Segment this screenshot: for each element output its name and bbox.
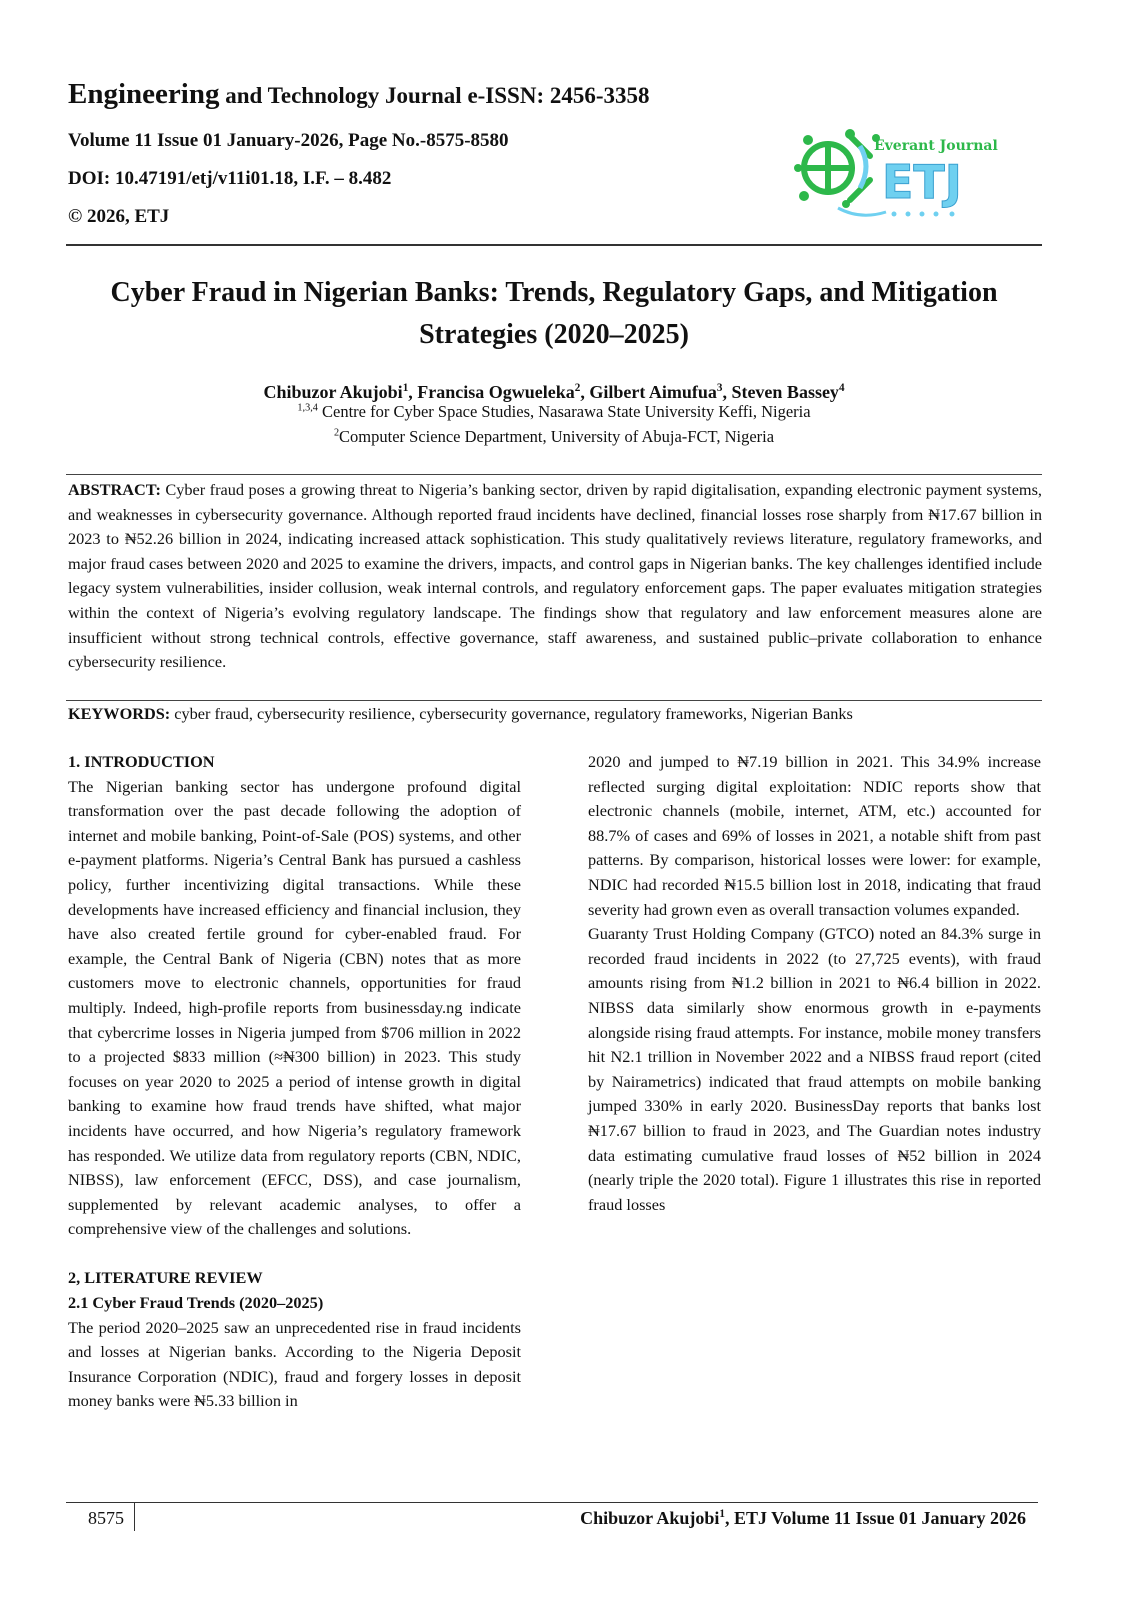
paper-title-line2: Strategies (2020–2025) bbox=[419, 319, 689, 350]
footer-author-sup: 1 bbox=[719, 1508, 725, 1520]
abstract-bottom-rule bbox=[66, 700, 1042, 701]
affiliation-sup: 1,3,4 bbox=[297, 402, 318, 414]
paper-title-line1: Cyber Fraud in Nigerian Banks: Trends, Regulatory Gaps, and Mitigation bbox=[110, 277, 998, 308]
right-column bbox=[588, 750, 1041, 1217]
keywords bbox=[68, 702, 1042, 726]
page-number: 8575 bbox=[88, 1508, 124, 1528]
author-affil-sup: 3 bbox=[716, 382, 723, 394]
logo-text-top: Everant Journal bbox=[874, 138, 998, 154]
author-affil-sup: 1 bbox=[402, 382, 409, 394]
footer-journal-info: , ETJ Volume 11 Issue 01 January 2026 bbox=[724, 1508, 1026, 1528]
author-separator: , bbox=[580, 382, 590, 402]
literature-review-heading: 2, LITERATURE REVIEW bbox=[68, 1268, 263, 1288]
doi-line: DOI: 10.47191/etj/v11i01.18, I.F. – 8.482 bbox=[68, 168, 392, 189]
affiliation-text: Computer Science Department, University of Abuja-FCT, Nigeria bbox=[339, 427, 775, 446]
footer-separator bbox=[134, 1503, 135, 1531]
subsection-heading: 2.1 Cyber Fraud Trends (2020–2025) bbox=[68, 1293, 324, 1313]
copyright-line: © 2026, ETJ bbox=[68, 206, 170, 227]
author-name: Steven Bassey bbox=[731, 382, 839, 402]
abstract-text: Cyber fraud poses a growing threat to Nigeria’s banking sector, driven by rapid digitalisation, expanding electronic payment systems, and weaknesses in cybersecurity governance. Although reported fraud incidents have declined, financial losses rose sharply from ₦17.67 billion in 2023 to ₦52.26 billion in 2024, indicating increased attack sophistication. This study qualitatively reviews literature, regulatory frameworks, and major fraud cases between 2020 and 2025 to examine the drivers, impacts, and control gaps in Nigerian banks. The key challenges identified include legacy system vulnerabilities, insider collusion, weak internal controls, and regulatory enforcement gaps. The paper evaluates mitigation strategies within the context of Nigeria’s evolving regulatory landscape. The findings show that regulatory and law enforcement measures alone are insufficient without strong technical controls, effective governance, staff awareness, and sustained public–private collaboration to enhance cybersecurity resilience. bbox=[68, 480, 1042, 672]
abstract bbox=[68, 478, 1042, 675]
affiliation-sup: 2 bbox=[333, 427, 340, 439]
author-name: Francisa Ogwueleka bbox=[417, 382, 575, 402]
author-name: Gilbert Aimufua bbox=[589, 382, 717, 402]
body-paragraph: Guaranty Trust Holding Company (GTCO) noted an 84.3% surge in recorded fraud incidents in 2022 (to 27,725 events), with fraud amounts rising from ₦1.2 billion in 2021 to ₦6.4 billion in 2022. NIBSS data similarly show enormous growth in e-payments alongside rising fraud attempts. For instance, mobile money transfers hit N2.1 trillion in November 2022 and a NIBSS fraud report (cited by Nairametrics) indicated that fraud attempts on mobile banking jumped 330% in early 2020. BusinessDay reports that banks lost ₦17.67 billion to fraud in 2023, and The Guardian notes industry data estimating cumulative fraud losses of ₦52 billion in 2024 (nearly triple the 2020 total). Figure 1 illustrates this rise in reported fraud losses bbox=[588, 924, 1041, 1214]
author-separator: , bbox=[408, 382, 418, 402]
author-affil-sup: 2 bbox=[574, 382, 581, 394]
affiliation-1 bbox=[66, 400, 1042, 424]
journal-title bbox=[68, 78, 650, 112]
section-spacer bbox=[68, 1242, 521, 1267]
body-paragraph: 2020 and jumped to ₦7.19 billion in 2021. This 34.9% increase reflected surging digital exploitation: NDIC reports show that electronic channels (mobile, internet, ATM, etc.) accounted for 88.7% of cases and 69% of losses in 2021, a notable shift from past patterns. By comparison, historical losses were lower: for example, NDIC had recorded ₦15.5 billion lost in 2018, indicating that fraud severity had grown even as overall transaction volumes expanded. bbox=[588, 752, 1041, 919]
left-column bbox=[68, 750, 521, 1414]
footer-author: Chibuzor Akujobi bbox=[580, 1508, 720, 1528]
logo-text-main: ETJ bbox=[882, 155, 962, 209]
volume-line: Volume 11 Issue 01 January-2026, Page No.-8575-8580 bbox=[68, 130, 509, 151]
header-divider bbox=[66, 244, 1042, 246]
author-name: Chibuzor Akujobi bbox=[263, 382, 403, 402]
abstract-top-rule bbox=[66, 474, 1042, 475]
keywords-text: cyber fraud, cybersecurity resilience, cybersecurity governance, regulatory frameworks, Nigerian Banks bbox=[170, 704, 853, 723]
keywords-label: KEYWORDS: bbox=[68, 704, 171, 723]
affiliation-2 bbox=[66, 425, 1042, 449]
literature-paragraph: The period 2020–2025 saw an unprecedented rise in fraud incidents and losses at Nigerian banks. According to the Nigeria Deposit Insurance Corporation (NDIC), fraud and forgery losses in deposit money banks were ₦5.33 billion in bbox=[68, 1317, 521, 1411]
journal-title-rest: and Technology Journal e-ISSN: 2456-3358 bbox=[219, 83, 650, 108]
abstract-label: ABSTRACT: bbox=[68, 480, 161, 499]
journal-title-first: Engineering bbox=[68, 78, 220, 110]
affiliation-text: Centre for Cyber Space Studies, Nasarawa State University Keffi, Nigeria bbox=[317, 402, 811, 421]
running-footer bbox=[580, 1506, 1026, 1530]
paper-title bbox=[66, 272, 1042, 356]
author-affil-sup: 4 bbox=[838, 382, 845, 394]
etj-logo bbox=[790, 116, 1000, 226]
author-separator: , bbox=[722, 382, 732, 402]
introduction-heading: 1. INTRODUCTION bbox=[68, 752, 215, 771]
footer-rule bbox=[66, 1502, 1038, 1503]
introduction-paragraph: The Nigerian banking sector has undergone profound digital transformation over the past decade following the adoption of internet and mobile banking, Point-of-Sale (POS) systems, and other e-payment platforms. Nigeria’s Central Bank has pursued a cashless policy, further incentivizing digital transactions. While these developments have increased efficiency and financial inclusion, they have also created fertile ground for cyber-enabled fraud. For example, the Central Bank of Nigeria (CBN) notes that as more customers move to electronic channels, opportunities for fraud multiply. Indeed, high-profile reports from businessday.ng indicate that cybercrime losses in Nigeria jumped from $706 million in 2022 to a projected $833 million (≈₦300 billion) in 2023. This study focuses on year 2020 to 2025 a period of intense growth in digital banking to examine how fraud trends have shifted, what major incidents have occurred, and how Nigeria’s regulatory framework has responded. We utilize data from regulatory reports (CBN, NDIC, NIBSS), law enforcement (EFCC, DSS), and case journalism, supplemented by relevant academic analyses, to offer a comprehensive view of the challenges and solutions. bbox=[68, 776, 521, 1239]
journal-header bbox=[68, 78, 650, 228]
